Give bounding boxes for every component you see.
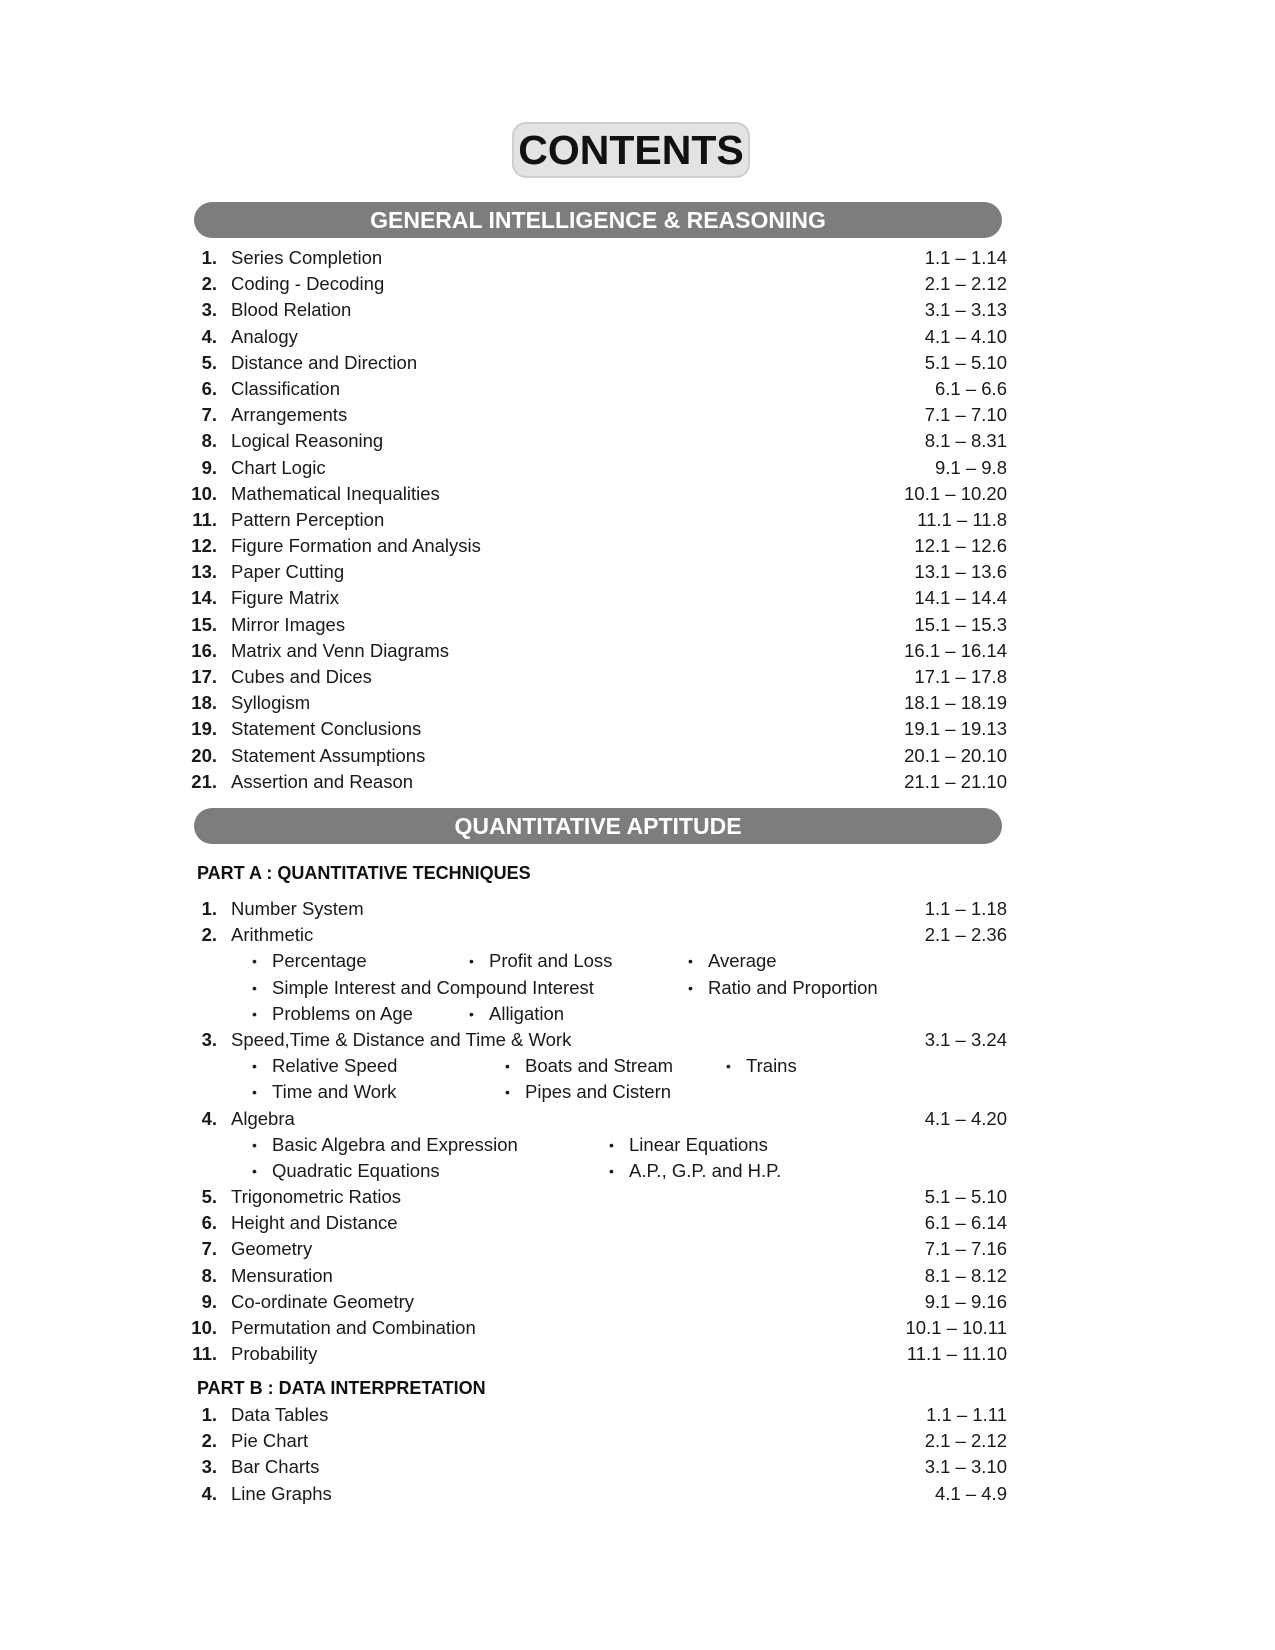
toc-entry[interactable] bbox=[185, 376, 1007, 402]
entry-number: 3. bbox=[201, 299, 217, 321]
entry-number: 2. bbox=[201, 924, 217, 946]
entry-number: 18. bbox=[191, 692, 217, 714]
entry-number: 19. bbox=[191, 718, 217, 740]
entry-number: 1. bbox=[201, 1404, 217, 1425]
entry-pages: 17.1 – 17.8 bbox=[914, 666, 1007, 687]
entry-number: 11. bbox=[192, 1343, 217, 1365]
entry-pages: 12.1 – 12.6 bbox=[914, 535, 1007, 557]
subtopic-item: • Trains bbox=[726, 1053, 797, 1079]
subtopic-item: • Boats and Stream bbox=[505, 1053, 673, 1079]
toc-entry[interactable] bbox=[185, 271, 1007, 297]
toc-list-general-intelligence bbox=[185, 245, 1007, 795]
entry-title: Geometry bbox=[231, 1238, 313, 1260]
entry-pages: 2.1 – 2.36 bbox=[924, 924, 1007, 946]
subtopic-item: • Time and Work bbox=[252, 1079, 396, 1105]
entry-title: Bar Charts bbox=[231, 1456, 320, 1478]
entry-number: 4. bbox=[201, 325, 217, 347]
subtopic-row bbox=[185, 1079, 1007, 1105]
entry-title: Statement Conclusions bbox=[231, 718, 422, 740]
entry-title: Pie Chart bbox=[231, 1430, 309, 1452]
subtopic-item: • Pipes and Cistern bbox=[505, 1079, 671, 1105]
entry-title: Pattern Perception bbox=[231, 508, 385, 530]
entry-number: 6. bbox=[201, 377, 217, 399]
entry-title: Blood Relation bbox=[231, 299, 352, 321]
entry-number: 3. bbox=[201, 1028, 217, 1050]
entry-title: Matrix and Venn Diagrams bbox=[231, 639, 449, 661]
toc-entry[interactable] bbox=[185, 1106, 1007, 1132]
section-banner-quantitative-aptitude: QUANTITATIVE APTITUDE bbox=[194, 808, 1002, 844]
toc-entry[interactable] bbox=[185, 716, 1007, 742]
entry-title: Arrangements bbox=[231, 404, 348, 426]
entry-title: Line Graphs bbox=[231, 1482, 332, 1504]
subtopic-row bbox=[185, 1132, 1007, 1158]
toc-entry[interactable] bbox=[185, 1210, 1007, 1236]
entry-pages: 1.1 – 1.18 bbox=[924, 898, 1007, 919]
entry-number: 20. bbox=[191, 744, 217, 766]
entry-number: 10. bbox=[191, 482, 217, 504]
entry-pages: 3.1 – 3.10 bbox=[924, 1456, 1007, 1478]
entry-pages: 20.1 – 20.10 bbox=[904, 744, 1007, 766]
entry-number: 17. bbox=[191, 666, 217, 687]
entry-pages: 4.1 – 4.9 bbox=[934, 1482, 1007, 1504]
entry-pages: 19.1 – 19.13 bbox=[904, 718, 1007, 740]
entry-pages: 11.1 – 11.8 bbox=[917, 508, 1007, 530]
entry-number: 7. bbox=[201, 1238, 217, 1260]
entry-pages: 18.1 – 18.19 bbox=[904, 692, 1007, 714]
toc-entry[interactable] bbox=[185, 612, 1007, 638]
entry-pages: 16.1 – 16.14 bbox=[904, 639, 1007, 661]
entry-number: 2. bbox=[201, 1430, 217, 1452]
toc-entry[interactable] bbox=[185, 1263, 1007, 1289]
subtopic-item: • Problems on Age bbox=[252, 1001, 413, 1027]
subtopic-item: • Basic Algebra and Expression bbox=[252, 1132, 518, 1158]
entry-title: Logical Reasoning bbox=[231, 430, 384, 452]
entry-number: 14. bbox=[191, 587, 217, 609]
entry-number: 4. bbox=[201, 1482, 217, 1504]
entry-pages: 4.1 – 4.20 bbox=[924, 1107, 1007, 1129]
entry-number: 7. bbox=[201, 404, 217, 426]
toc-entry[interactable] bbox=[185, 664, 1007, 690]
entry-title: Arithmetic bbox=[231, 924, 314, 946]
entry-pages: 7.1 – 7.10 bbox=[924, 404, 1007, 426]
entry-pages: 1.1 – 1.14 bbox=[924, 247, 1007, 268]
toc-entry[interactable] bbox=[185, 297, 1007, 323]
entry-pages: 1.1 – 1.11 bbox=[926, 1404, 1007, 1425]
entry-title: Figure Matrix bbox=[231, 587, 339, 609]
toc-entry[interactable] bbox=[185, 481, 1007, 507]
entry-title: Data Tables bbox=[231, 1404, 329, 1425]
toc-entry[interactable] bbox=[185, 1236, 1007, 1262]
toc-entry[interactable] bbox=[185, 559, 1007, 585]
subtopic-item: • Quadratic Equations bbox=[252, 1158, 440, 1184]
part-b-heading: PART B : DATA INTERPRETATION bbox=[197, 1378, 486, 1398]
entry-number: 5. bbox=[201, 351, 217, 373]
toc-entry[interactable] bbox=[185, 1481, 1007, 1507]
entry-title: Coding - Decoding bbox=[231, 273, 385, 295]
toc-entry[interactable] bbox=[185, 1315, 1007, 1341]
entry-pages: 5.1 – 5.10 bbox=[924, 1186, 1007, 1208]
entry-number: 1. bbox=[201, 898, 217, 919]
subtopic-item: • Average bbox=[688, 948, 777, 974]
entry-pages: 15.1 – 15.3 bbox=[914, 613, 1007, 635]
entry-title: Height and Distance bbox=[231, 1212, 398, 1234]
toc-entry[interactable] bbox=[185, 638, 1007, 664]
subtopic-item: • A.P., G.P. and H.P. bbox=[609, 1158, 781, 1184]
subtopic-row bbox=[185, 975, 1007, 1001]
entry-title: Mathematical Inequalities bbox=[231, 482, 440, 504]
entry-number: 21. bbox=[191, 770, 217, 792]
entry-number: 13. bbox=[191, 561, 217, 583]
entry-pages: 7.1 – 7.16 bbox=[924, 1238, 1007, 1260]
entry-title: Mirror Images bbox=[231, 613, 346, 635]
entry-number: 8. bbox=[201, 1264, 217, 1286]
entry-title: Statement Assumptions bbox=[231, 744, 426, 766]
entry-title: Syllogism bbox=[231, 692, 311, 714]
section-banner-general-intelligence: GENERAL INTELLIGENCE & REASONING bbox=[194, 202, 1002, 238]
entry-pages: 21.1 – 21.10 bbox=[904, 770, 1007, 792]
entry-pages: 2.1 – 2.12 bbox=[924, 1430, 1007, 1452]
entry-pages: 14.1 – 14.4 bbox=[914, 587, 1007, 609]
entry-number: 2. bbox=[201, 273, 217, 295]
entry-pages: 6.1 – 6.6 bbox=[934, 377, 1007, 399]
entry-title: Permutation and Combination bbox=[231, 1317, 476, 1338]
entry-title: Algebra bbox=[231, 1107, 295, 1129]
entry-pages: 4.1 – 4.10 bbox=[924, 325, 1007, 347]
entry-number: 12. bbox=[191, 535, 217, 557]
toc-list-part-b bbox=[185, 1402, 1007, 1507]
entry-pages: 3.1 – 3.24 bbox=[924, 1028, 1007, 1050]
entry-title: Co-ordinate Geometry bbox=[231, 1290, 415, 1312]
toc-entry[interactable] bbox=[185, 1402, 1007, 1428]
subtopic-item: • Profit and Loss bbox=[469, 948, 612, 974]
entry-title: Classification bbox=[231, 377, 340, 399]
page-title: CONTENTS bbox=[512, 122, 750, 178]
entry-title: Distance and Direction bbox=[231, 351, 418, 373]
entry-number: 4. bbox=[201, 1107, 217, 1129]
entry-title: Chart Logic bbox=[231, 456, 326, 478]
toc-entry[interactable] bbox=[185, 769, 1007, 795]
entry-title: Speed,Time & Distance and Time & Work bbox=[231, 1028, 572, 1050]
entry-number: 9. bbox=[201, 456, 217, 478]
subtopic-row bbox=[185, 1158, 1007, 1184]
entry-pages: 8.1 – 8.12 bbox=[924, 1264, 1007, 1286]
toc-entry[interactable] bbox=[185, 428, 1007, 454]
toc-entry[interactable] bbox=[185, 350, 1007, 376]
subtopic-item: • Percentage bbox=[252, 948, 367, 974]
toc-entry[interactable] bbox=[185, 922, 1007, 948]
entry-pages: 8.1 – 8.31 bbox=[924, 430, 1007, 452]
subtopic-row bbox=[185, 1001, 1007, 1027]
toc-entry[interactable] bbox=[185, 1454, 1007, 1480]
part-a-heading: PART A : QUANTITATIVE TECHNIQUES bbox=[197, 863, 531, 883]
subtopic-row bbox=[185, 1053, 1007, 1079]
entry-pages: 13.1 – 13.6 bbox=[914, 561, 1007, 583]
toc-entry[interactable] bbox=[185, 402, 1007, 428]
toc-entry[interactable] bbox=[185, 896, 1007, 922]
toc-entry[interactable] bbox=[185, 533, 1007, 559]
entry-pages: 6.1 – 6.14 bbox=[924, 1212, 1007, 1234]
entry-number: 15. bbox=[191, 613, 217, 635]
toc-entry[interactable] bbox=[185, 743, 1007, 769]
entry-pages: 2.1 – 2.12 bbox=[924, 273, 1007, 295]
entry-title: Probability bbox=[231, 1343, 318, 1365]
entry-title: Mensuration bbox=[231, 1264, 333, 1286]
entry-title: Cubes and Dices bbox=[231, 666, 372, 687]
entry-pages: 9.1 – 9.8 bbox=[934, 456, 1007, 478]
toc-entry[interactable] bbox=[185, 245, 1007, 271]
toc-list-part-a bbox=[185, 896, 1007, 1367]
entry-pages: 3.1 – 3.13 bbox=[924, 299, 1007, 321]
toc-entry[interactable] bbox=[185, 585, 1007, 611]
entry-title: Analogy bbox=[231, 325, 298, 347]
entry-title: Series Completion bbox=[231, 247, 383, 268]
entry-title: Assertion and Reason bbox=[231, 770, 414, 792]
toc-entry[interactable] bbox=[185, 507, 1007, 533]
entry-title: Number System bbox=[231, 898, 364, 919]
toc-entry[interactable] bbox=[185, 1428, 1007, 1454]
toc-entry[interactable] bbox=[185, 1027, 1007, 1053]
entry-pages: 11.1 – 11.10 bbox=[906, 1343, 1007, 1365]
entry-pages: 10.1 – 10.20 bbox=[904, 482, 1007, 504]
entry-number: 8. bbox=[201, 430, 217, 452]
subtopic-row bbox=[185, 948, 1007, 974]
entry-pages: 10.1 – 10.11 bbox=[905, 1317, 1007, 1338]
toc-entry[interactable] bbox=[185, 1184, 1007, 1210]
entry-title: Figure Formation and Analysis bbox=[231, 535, 481, 557]
entry-number: 11. bbox=[192, 508, 217, 530]
toc-entry[interactable] bbox=[185, 1289, 1007, 1315]
entry-title: Paper Cutting bbox=[231, 561, 345, 583]
entry-number: 6. bbox=[201, 1212, 217, 1234]
entry-number: 10. bbox=[191, 1317, 217, 1338]
toc-entry[interactable] bbox=[185, 1341, 1007, 1367]
subtopic-item: • Relative Speed bbox=[252, 1053, 397, 1079]
entry-number: 9. bbox=[201, 1290, 217, 1312]
entry-number: 5. bbox=[201, 1186, 217, 1208]
subtopic-item: • Ratio and Proportion bbox=[688, 975, 878, 1001]
entry-title: Trigonometric Ratios bbox=[231, 1186, 401, 1208]
subtopic-item: • Simple Interest and Compound Interest bbox=[252, 975, 594, 1001]
toc-entry[interactable] bbox=[185, 455, 1007, 481]
toc-entry[interactable] bbox=[185, 324, 1007, 350]
subtopic-item: • Linear Equations bbox=[609, 1132, 768, 1158]
entry-number: 1. bbox=[201, 247, 217, 268]
entry-number: 3. bbox=[201, 1456, 217, 1478]
entry-pages: 9.1 – 9.16 bbox=[924, 1290, 1007, 1312]
entry-pages: 5.1 – 5.10 bbox=[924, 351, 1007, 373]
subtopic-item: • Alligation bbox=[469, 1001, 564, 1027]
entry-number: 16. bbox=[191, 639, 217, 661]
toc-entry[interactable] bbox=[185, 690, 1007, 716]
